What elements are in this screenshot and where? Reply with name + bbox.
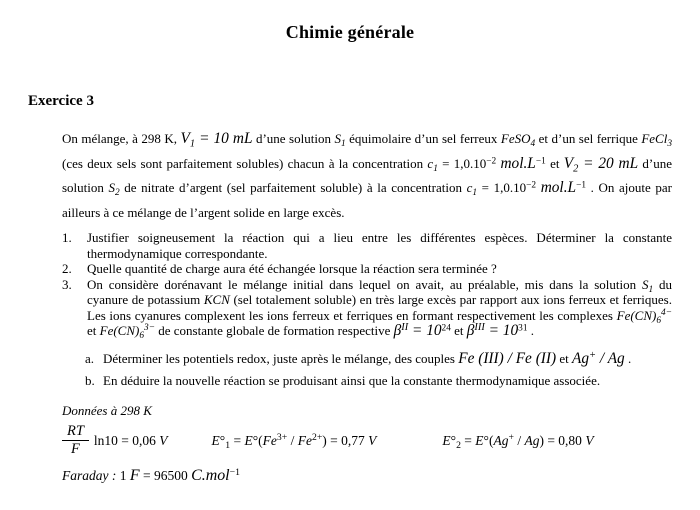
text-segment: 2 [115,187,120,198]
text-segment: ) = 0,80 [539,432,586,448]
question-item [62,230,672,261]
subquestion-text [103,349,672,368]
text-segment: / [513,432,525,448]
text-segment: S [334,131,341,146]
fraction-denominator: F [71,441,80,457]
text-segment: II [401,321,409,333]
text-segment: équimolaire d’un sel ferreux [345,131,501,146]
standard-potential-ag [442,433,593,449]
text-segment: 3 [667,138,673,149]
text-segment: Fe [262,432,277,448]
text-segment: −1 [535,155,546,166]
text-segment: 1 [119,467,130,483]
text-segment: = [230,432,245,448]
data-section [62,403,672,485]
text-segment: KCN [203,292,230,307]
text-segment: 1 [225,439,231,451]
text-segment: 1 [340,138,346,149]
question-item [62,261,672,277]
text-segment: Ag [572,349,590,367]
text-segment: c [466,180,473,195]
text-segment: . [624,350,632,366]
subquestion-letter: a. [85,350,95,366]
text-segment: = 96500 [139,467,192,483]
text-segment: °( [483,432,494,448]
fraction-numerator: RT [62,423,89,441]
text-segment: Fe [297,432,312,448]
text-segment: Faraday : [62,467,120,483]
text-segment: V [180,130,190,147]
text-segment: Fe(CN) [99,323,140,338]
text-segment: 1 [433,163,438,174]
text-segment: Ag [524,432,540,448]
subquestions-list [85,349,672,390]
text-segment: / [503,349,516,367]
text-segment: Justifier soigneusement la réaction qui a lieu entre les différentes espèces. Déterminer la constante thermodynamique correspondante. [87,230,672,261]
text-segment: 1 [648,284,654,295]
text-segment: E [475,432,484,448]
text-segment: 3− [144,322,156,333]
text-segment: III [474,321,485,333]
text-segment: de nitrate d’argent (sel parfaitement soluble) à la concentration [119,180,467,195]
text-segment: d’une solution [252,131,335,146]
text-segment: = 1,0.10 [437,155,487,171]
text-segment: 1 [472,187,478,198]
text-segment: ° [450,432,457,448]
text-segment: . On ajoute par ailleurs à ce mélange de l’argent solide en large excès. [62,180,672,220]
text-segment: On considère dorénavant le mélange initial dans lequel on avait, au préalable, mis dans la solution [87,276,642,292]
text-segment: 2 [456,439,461,451]
text-segment: −1 [576,180,587,191]
text-segment: et [545,155,564,171]
text-segment: c [427,155,434,171]
text-segment: et d’un sel ferrique [535,131,642,146]
text-segment: 4 [530,138,536,149]
text-segment: E [442,432,451,448]
document-page [0,22,700,510]
subquestion-letter: b. [85,372,95,388]
exercise-content [62,127,672,485]
text-segment: Quelle quantité de charge aura été échangée lorsque la réaction sera terminée ? [87,261,497,276]
text-segment: 31 [518,323,528,334]
text-segment: = 20 mL [578,154,639,172]
question-text [87,261,672,277]
text-segment: 4− [661,307,672,318]
text-segment: et [556,350,572,366]
text-segment: Fe [515,349,532,367]
data-section-heading [62,403,672,419]
questions-list [62,230,672,339]
text-segment: S [641,276,649,292]
text-segment: 2+ [311,431,323,443]
text-segment: °( [252,432,263,448]
text-segment: β [466,322,475,339]
text-segment: = [460,432,476,448]
text-segment: F [129,466,140,484]
text-segment: ln10 = 0,06 [93,432,160,448]
text-segment: + [589,349,597,361]
question-number: 1. [62,230,72,245]
text-segment: S [108,180,116,195]
text-segment: + [508,431,514,443]
text-segment: Ag [493,432,509,448]
text-segment: 6 [656,315,662,326]
text-segment: = 10 mL [195,130,253,147]
text-segment: (II) [531,349,557,367]
formula-row [62,422,672,460]
intro-paragraph [62,127,672,225]
text-segment: 6 [139,330,145,341]
text-segment: V [368,432,377,448]
text-segment: / [287,432,298,448]
text-segment: Fe [458,349,475,367]
text-segment: 3+ [276,431,288,443]
faraday-constant-line [62,467,672,485]
text-segment: β [393,322,402,339]
page-title: Chimie générale [285,22,415,42]
subquestion-text [103,371,672,390]
question-text [87,277,672,339]
text-segment: 1 [189,138,196,150]
text-segment: V [159,432,168,448]
text-segment: (sel totalement soluble) en très large excès par rapport aux ions ferreux et ferriques. Les ions cyanures complexent les ions ferreux et ferriques en formant respectivement les complexes [87,292,672,323]
nernst-slope-value [94,433,168,449]
text-segment: V [563,154,574,172]
question-item [62,277,672,339]
text-segment: = 10 [408,322,442,339]
text-segment: −1 [229,466,240,478]
text-segment: du cyanure de potassium [87,276,673,307]
text-segment: (III) [474,349,504,367]
text-segment: . [527,323,534,338]
question-number: 2. [62,261,72,276]
text-segment: V [585,432,594,448]
text-segment: E [211,432,220,448]
rt-over-f-fraction [62,423,89,457]
question-text [87,230,672,261]
standard-potential-fe [212,433,377,449]
text-segment: et [450,323,467,338]
text-segment: −2 [526,180,537,191]
text-segment: d’une solution [62,155,673,195]
text-segment: / Ag [596,349,625,367]
text-segment: ) = 0,77 [322,432,369,448]
text-segment: FeSO [500,131,531,146]
text-segment: = 1,0.10 [477,180,527,195]
text-segment: C.mol [191,466,230,484]
text-segment: FeCl [641,131,668,146]
text-segment: On mélange, à 298 K, [62,131,181,146]
text-segment: mol.L [540,179,577,196]
text-segment: Déterminer les potentiels redox, juste après le mélange, des couples [103,350,459,366]
text-segment: E [244,432,253,448]
text-segment: En déduire la nouvelle réaction se produisant ainsi que la constante thermodynamique associée. [103,372,601,388]
text-segment: et [87,323,100,338]
text-segment: Données à 298 K [62,402,152,418]
subquestion-item [85,371,672,390]
text-segment: Fe(CN) [616,307,657,323]
text-segment: = 10 [484,322,519,339]
text-segment: mol.L [500,154,536,172]
text-segment: 2 [573,163,579,175]
subquestion-item [85,349,672,368]
text-segment: 24 [441,323,451,334]
text-segment: de constante globale de formation respective [155,323,394,338]
exercise-heading: Exercice 3 [28,93,94,109]
question-number: 3. [62,276,72,292]
text-segment: (ces deux sels sont parfaitement solubles) chacun à la concentration [62,155,428,171]
text-segment: −2 [486,155,497,166]
text-segment: ° [219,432,226,448]
